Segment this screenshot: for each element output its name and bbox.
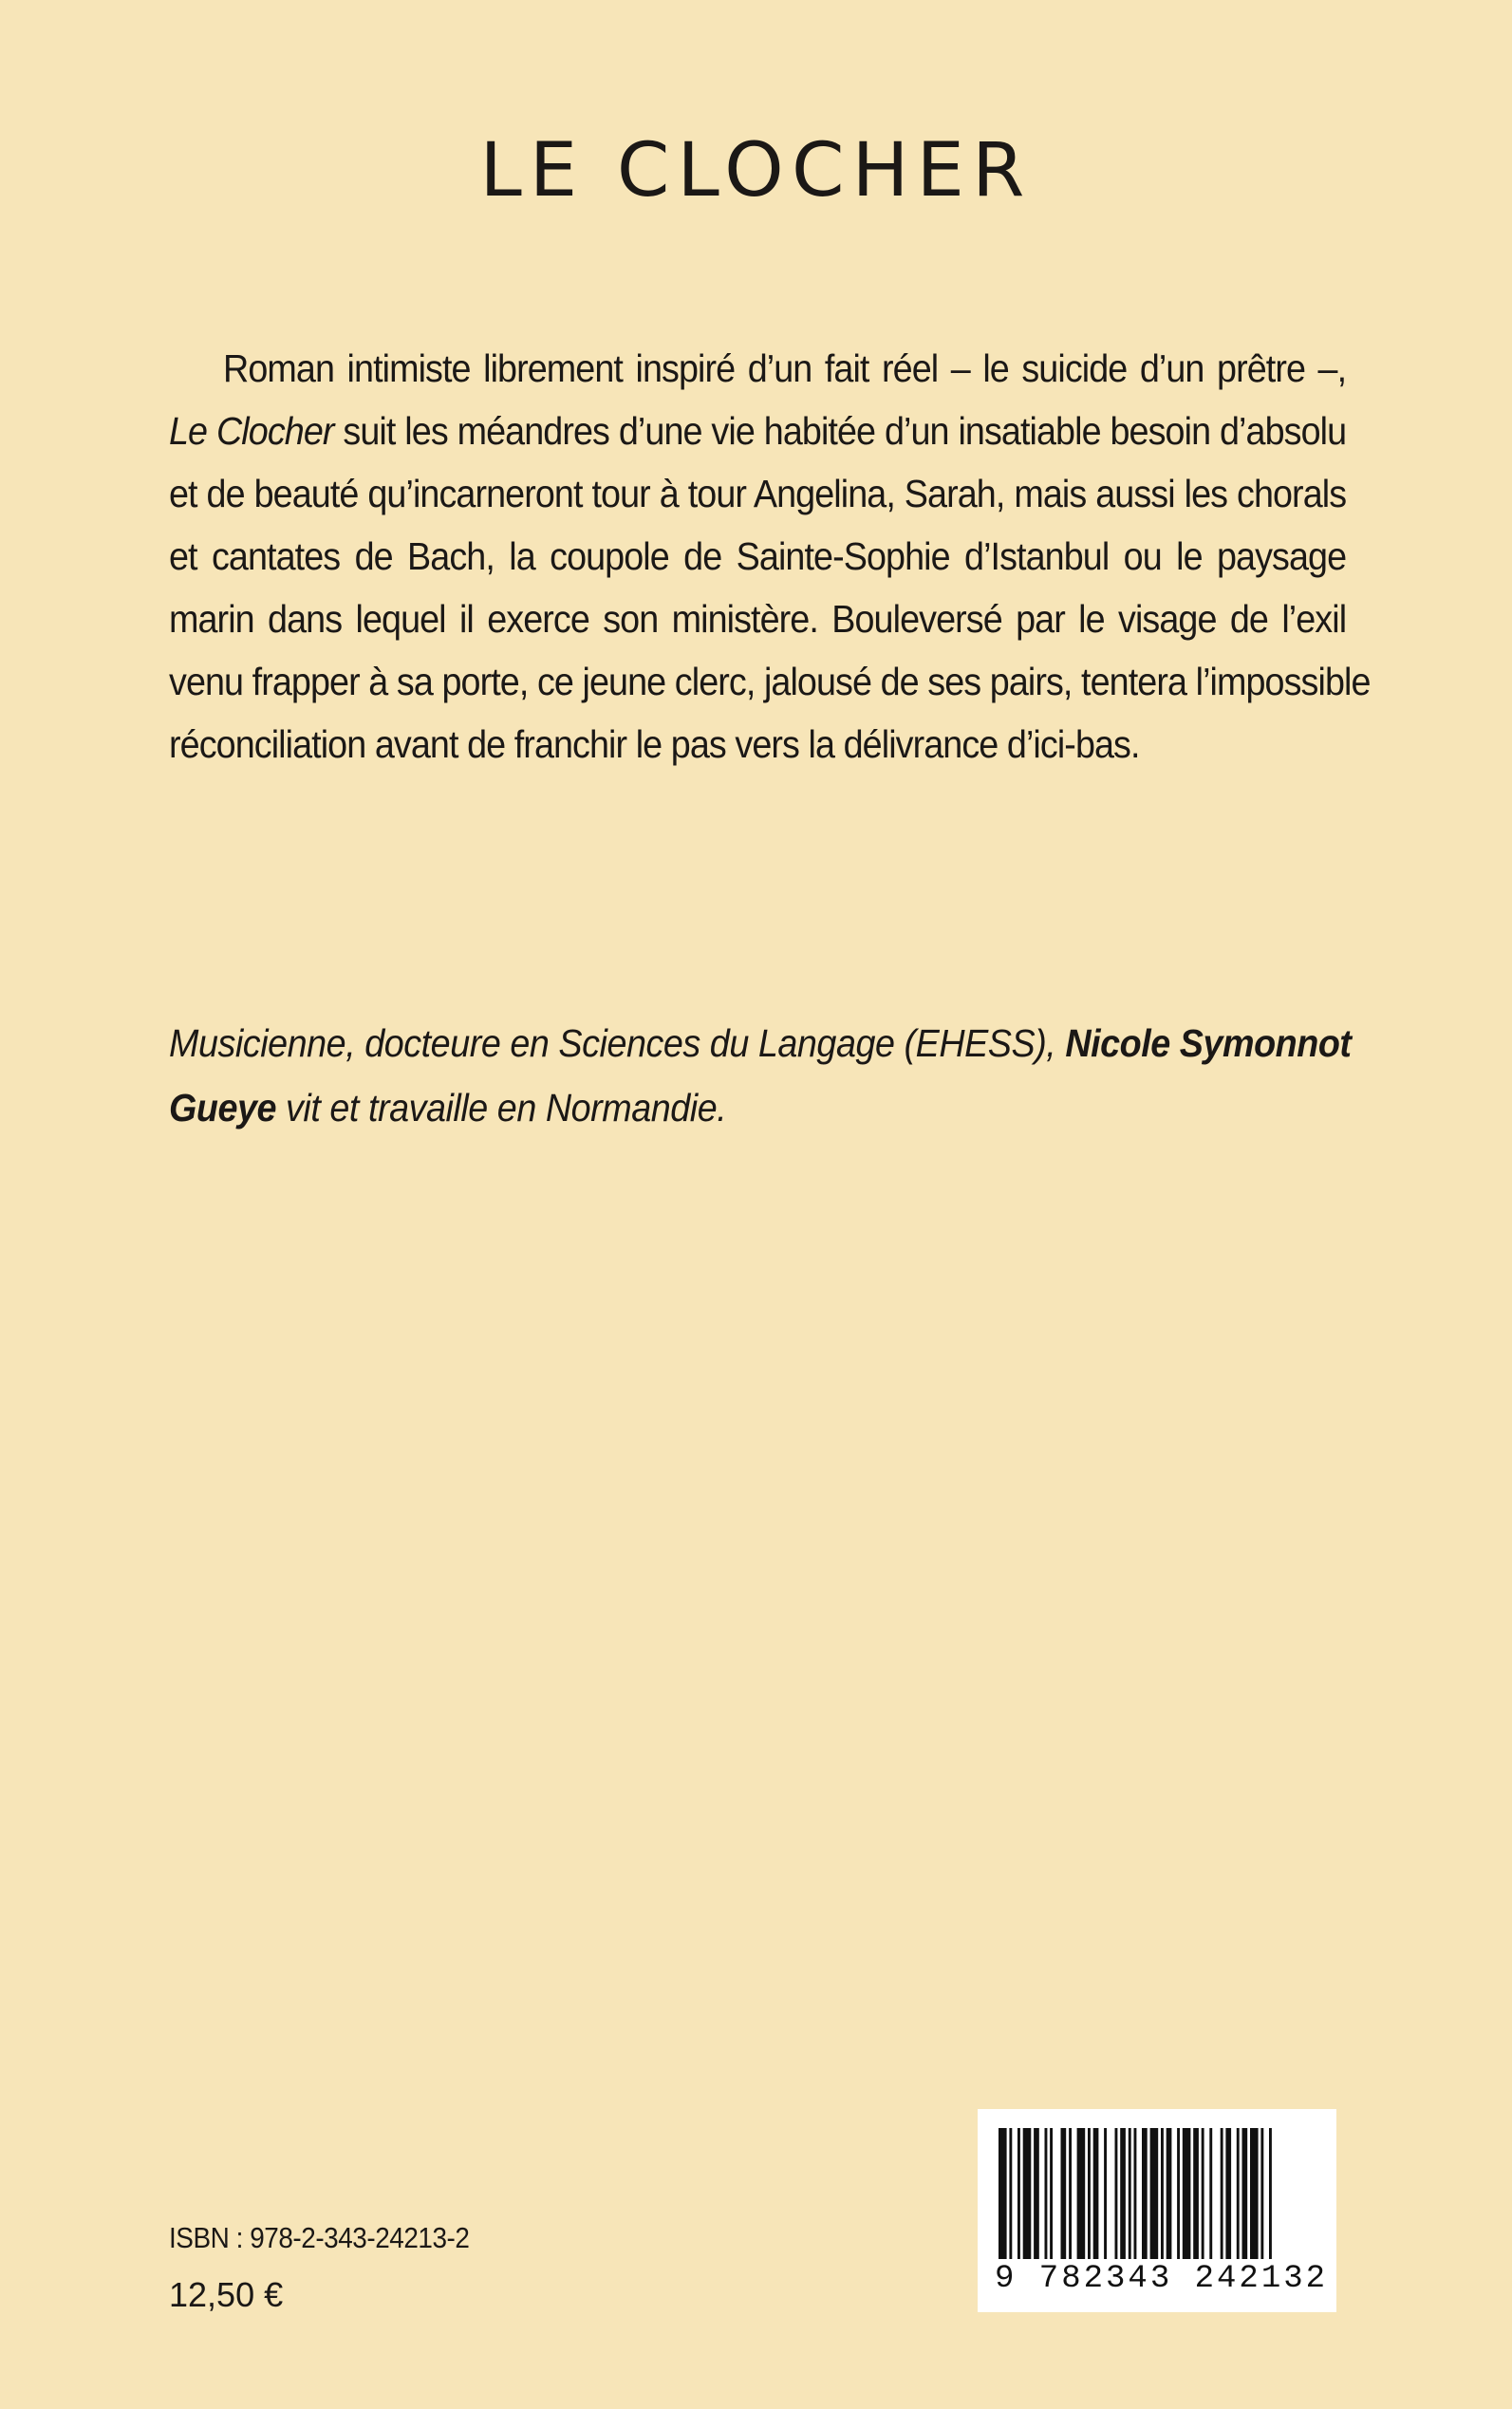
barcode-bar bbox=[1061, 2128, 1067, 2259]
barcode-bar bbox=[1120, 2128, 1126, 2259]
barcode-bar bbox=[1115, 2128, 1118, 2259]
barcode-bar bbox=[1017, 2128, 1020, 2259]
barcode-bar bbox=[1250, 2128, 1259, 2259]
barcode-bar bbox=[1209, 2128, 1212, 2259]
barcode-bar bbox=[1260, 2128, 1263, 2259]
barcode-bar bbox=[1242, 2128, 1248, 2259]
barcode-bar bbox=[1177, 2128, 1180, 2259]
price: 12,50 € bbox=[169, 2275, 284, 2314]
barcode-bar bbox=[1134, 2128, 1137, 2259]
barcode-bar bbox=[1161, 2128, 1164, 2259]
blurb-title-italic: Le Clocher bbox=[169, 409, 334, 453]
blurb-line bbox=[169, 400, 1346, 462]
blurb-line-text: suit les méandres d’une vie habitée d’un insatiable besoin d’absolu bbox=[333, 409, 1347, 453]
barcode-bar bbox=[1034, 2128, 1039, 2259]
book-title: LE CLOCHER bbox=[479, 128, 1033, 214]
barcode-bar bbox=[1193, 2128, 1199, 2259]
barcode-bar bbox=[1225, 2128, 1231, 2259]
barcode-bar bbox=[1237, 2128, 1240, 2259]
barcode-bar bbox=[1023, 2128, 1032, 2259]
barcode-bar bbox=[1069, 2128, 1072, 2259]
barcode-bar bbox=[1104, 2128, 1107, 2259]
barcode-bar bbox=[1045, 2128, 1048, 2259]
barcode-bar bbox=[1093, 2128, 1099, 2259]
barcode-bar bbox=[1077, 2128, 1086, 2259]
author-bio bbox=[169, 1011, 1352, 1140]
barcode-bar bbox=[1221, 2128, 1223, 2259]
barcode-bar bbox=[1050, 2128, 1053, 2259]
barcode-bar bbox=[1088, 2128, 1091, 2259]
author-bio-intro: Musicienne, docteure en Sciences du Langage (EHESS), bbox=[169, 1021, 1066, 1065]
blurb-line: venu frapper à sa porte, ce jeune clerc, jalousé de ses pairs, tentera l’impossible bbox=[169, 660, 1371, 703]
barcode-bar bbox=[1167, 2128, 1172, 2259]
book-blurb bbox=[169, 337, 1371, 775]
author-name: Nicole Symonnot bbox=[1065, 1021, 1352, 1065]
barcode-bar bbox=[999, 2128, 1007, 2259]
blurb-line: et cantates de Bach, la coupole de Sainte-Sophie d’Istanbul ou le paysage bbox=[169, 534, 1347, 578]
barcode-bar bbox=[1009, 2128, 1012, 2259]
blurb-line: Roman intimiste librement inspiré d’un fait réel – le suicide d’un prêtre –, bbox=[223, 346, 1347, 390]
author-bio-line bbox=[169, 1075, 1346, 1140]
barcode bbox=[978, 2109, 1336, 2312]
blurb-line: et de beauté qu’incarneront tour à tour Angelina, Sarah, mais aussi les chorals bbox=[169, 472, 1347, 515]
author-bio-outro: vit et travaille en Normandie. bbox=[276, 1086, 727, 1130]
author-bio-line bbox=[169, 1011, 1352, 1075]
isbn: ISBN : 978-2-343-24213-2 bbox=[169, 2221, 470, 2254]
barcode-bar bbox=[1183, 2128, 1191, 2259]
author-surname: Gueye bbox=[169, 1086, 277, 1130]
barcode-bar bbox=[1150, 2128, 1159, 2259]
barcode-bar bbox=[1129, 2128, 1131, 2259]
barcode-bar bbox=[1142, 2128, 1148, 2259]
blurb-line: marin dans lequel il exerce son ministère. Bouleversé par le visage de l’exil bbox=[169, 597, 1347, 641]
barcode-bar bbox=[1202, 2128, 1204, 2259]
blurb-line: réconciliation avant de franchir le pas vers la délivrance d’ici-bas. bbox=[169, 722, 1140, 766]
barcode-bar bbox=[1269, 2128, 1272, 2259]
barcode-digits: 9 782343 242132 bbox=[995, 2261, 1329, 2297]
